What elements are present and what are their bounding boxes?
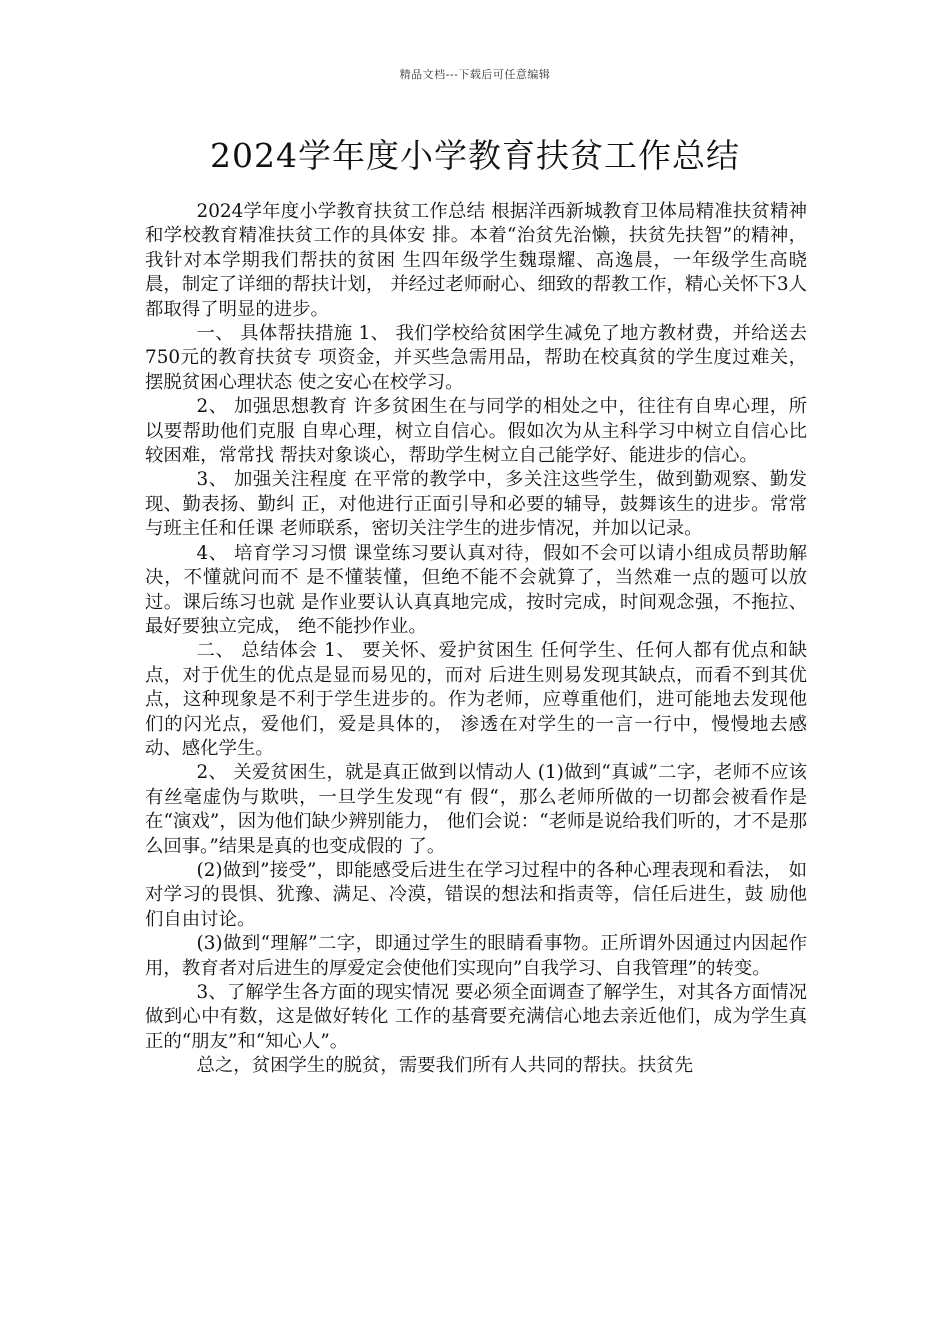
- paragraph: (3)做到“理解”二字，即通过学生的眼睛看事物。正所谓外因通过内因起作 用，教育者对后进生的厚爱定会使他们实现向”自我学习、自我管理”的转变。: [145, 933, 807, 979]
- paragraph: 2024学年度小学教育扶贫工作总结 根据洋西新城教育卫体局精准扶贫精神和学校教育精准扶贫工作的具体安 排。本着“治贫先治懒，扶贫先扶智”的精神，我针对本学期我们帮扶的贫困 生四年级学生魏璟耀、高逸晨，一年级学生高晓晨，制定了详细的帮扶计划， 并经过老师耐心、细致的帮教工作，精心关怀下3人都取得了明显的进步。: [145, 201, 807, 320]
- paragraph: 3、了解学生各方面的现实情况 要必须全面调查了解学生，对其各方面情况做到心中有数，这是做好转化 工作的基膏要充满信心地去亲近他们，成为学生真正的“朋友”和“知心人”。: [145, 982, 807, 1052]
- paragraph: 2、 加强思想教育 许多贫困生在与同学的相处之中，往往有自卑心理，所以要帮助他们克服 自卑心理，树立自信心。假如次为从主科学习中树立自信心比较困难，常常找 帮扶对象谈心，帮助学生树立自己能学好、能进步的信心。: [145, 396, 807, 467]
- paragraph: 一、 具体帮扶措施 1、 我们学校给贫困学生减免了地方教材费，并给送去750元的教育扶贫专 项资金，并买些急需用品，帮助在校真贫的学生度过难关，摆脱贫困心理状态 使之安心在校学习。: [145, 323, 807, 393]
- paragraph: (2)做到”接受”，即能感受后进生在学习过程中的各种心理表现和看法， 如对学习的畏惧、犹豫、满足、冷漠，错误的想法和指责等，信任后进生，鼓 励他们自由讨论。: [145, 859, 807, 930]
- page-header: 精品文档---下载后可任意编辑: [399, 68, 551, 81]
- paragraph: 4、 培育学习习惯 课堂练习要认真对待，假如不会可以请小组成员帮助解决，不懂就问而不 是不懂装懂，但绝不能不会就算了，当然难一点的题可以放过。课后练习也就 是作业要认认真真地完成，按时完成，时间观念强，不拖拉、最好要独立完成， 绝不能抄作业。: [145, 542, 807, 637]
- document-title: 2024学年度小学教育扶贫工作总结: [210, 136, 740, 175]
- paragraph: 二、 总结体会 1、 要关怀、爱护贫困生 任何学生、任何人都有优点和缺点，对于优生的优点是显而易见的，而对 后进生则易发现其缺点，而看不到其优点，这种现象是不利于学生进步的。作为老师，应尊重他们，进可能地去发现他们的闪光点，爱他们，爱是具体的， 渗透在对学生的一言一行中，慢慢地去感动、感化学生。: [145, 640, 807, 759]
- paragraph: 2、 关爱贫困生，就是真正做到以情动人 (1)做到“真诚”二字，老师不应该有丝毫虚伪与欺哄，一旦学生发现“有 假“，那么老师所做的一切都会被看作是在“演戏”，因为他们缺少辨别能力， 他们会说：“老师是说给我们听的，才不是那么回事。”结果是真的也变成假的 了。: [145, 762, 807, 857]
- paragraph: 3、 加强关注程度 在平常的教学中，多关注这些学生，做到勤观察、勤发现、勤表扬、勤纠 正，对他进行正面引导和必要的辅导，鼓舞该生的进步。常常与班主任和任课 老师联系，密切关注学生的进步情况，并加以记录。: [145, 469, 807, 540]
- document-body: [145, 200, 807, 1079]
- paragraph: 总之，贫困学生的脱贫，需要我们所有人共同的帮扶。扶贫先: [196, 1055, 694, 1077]
